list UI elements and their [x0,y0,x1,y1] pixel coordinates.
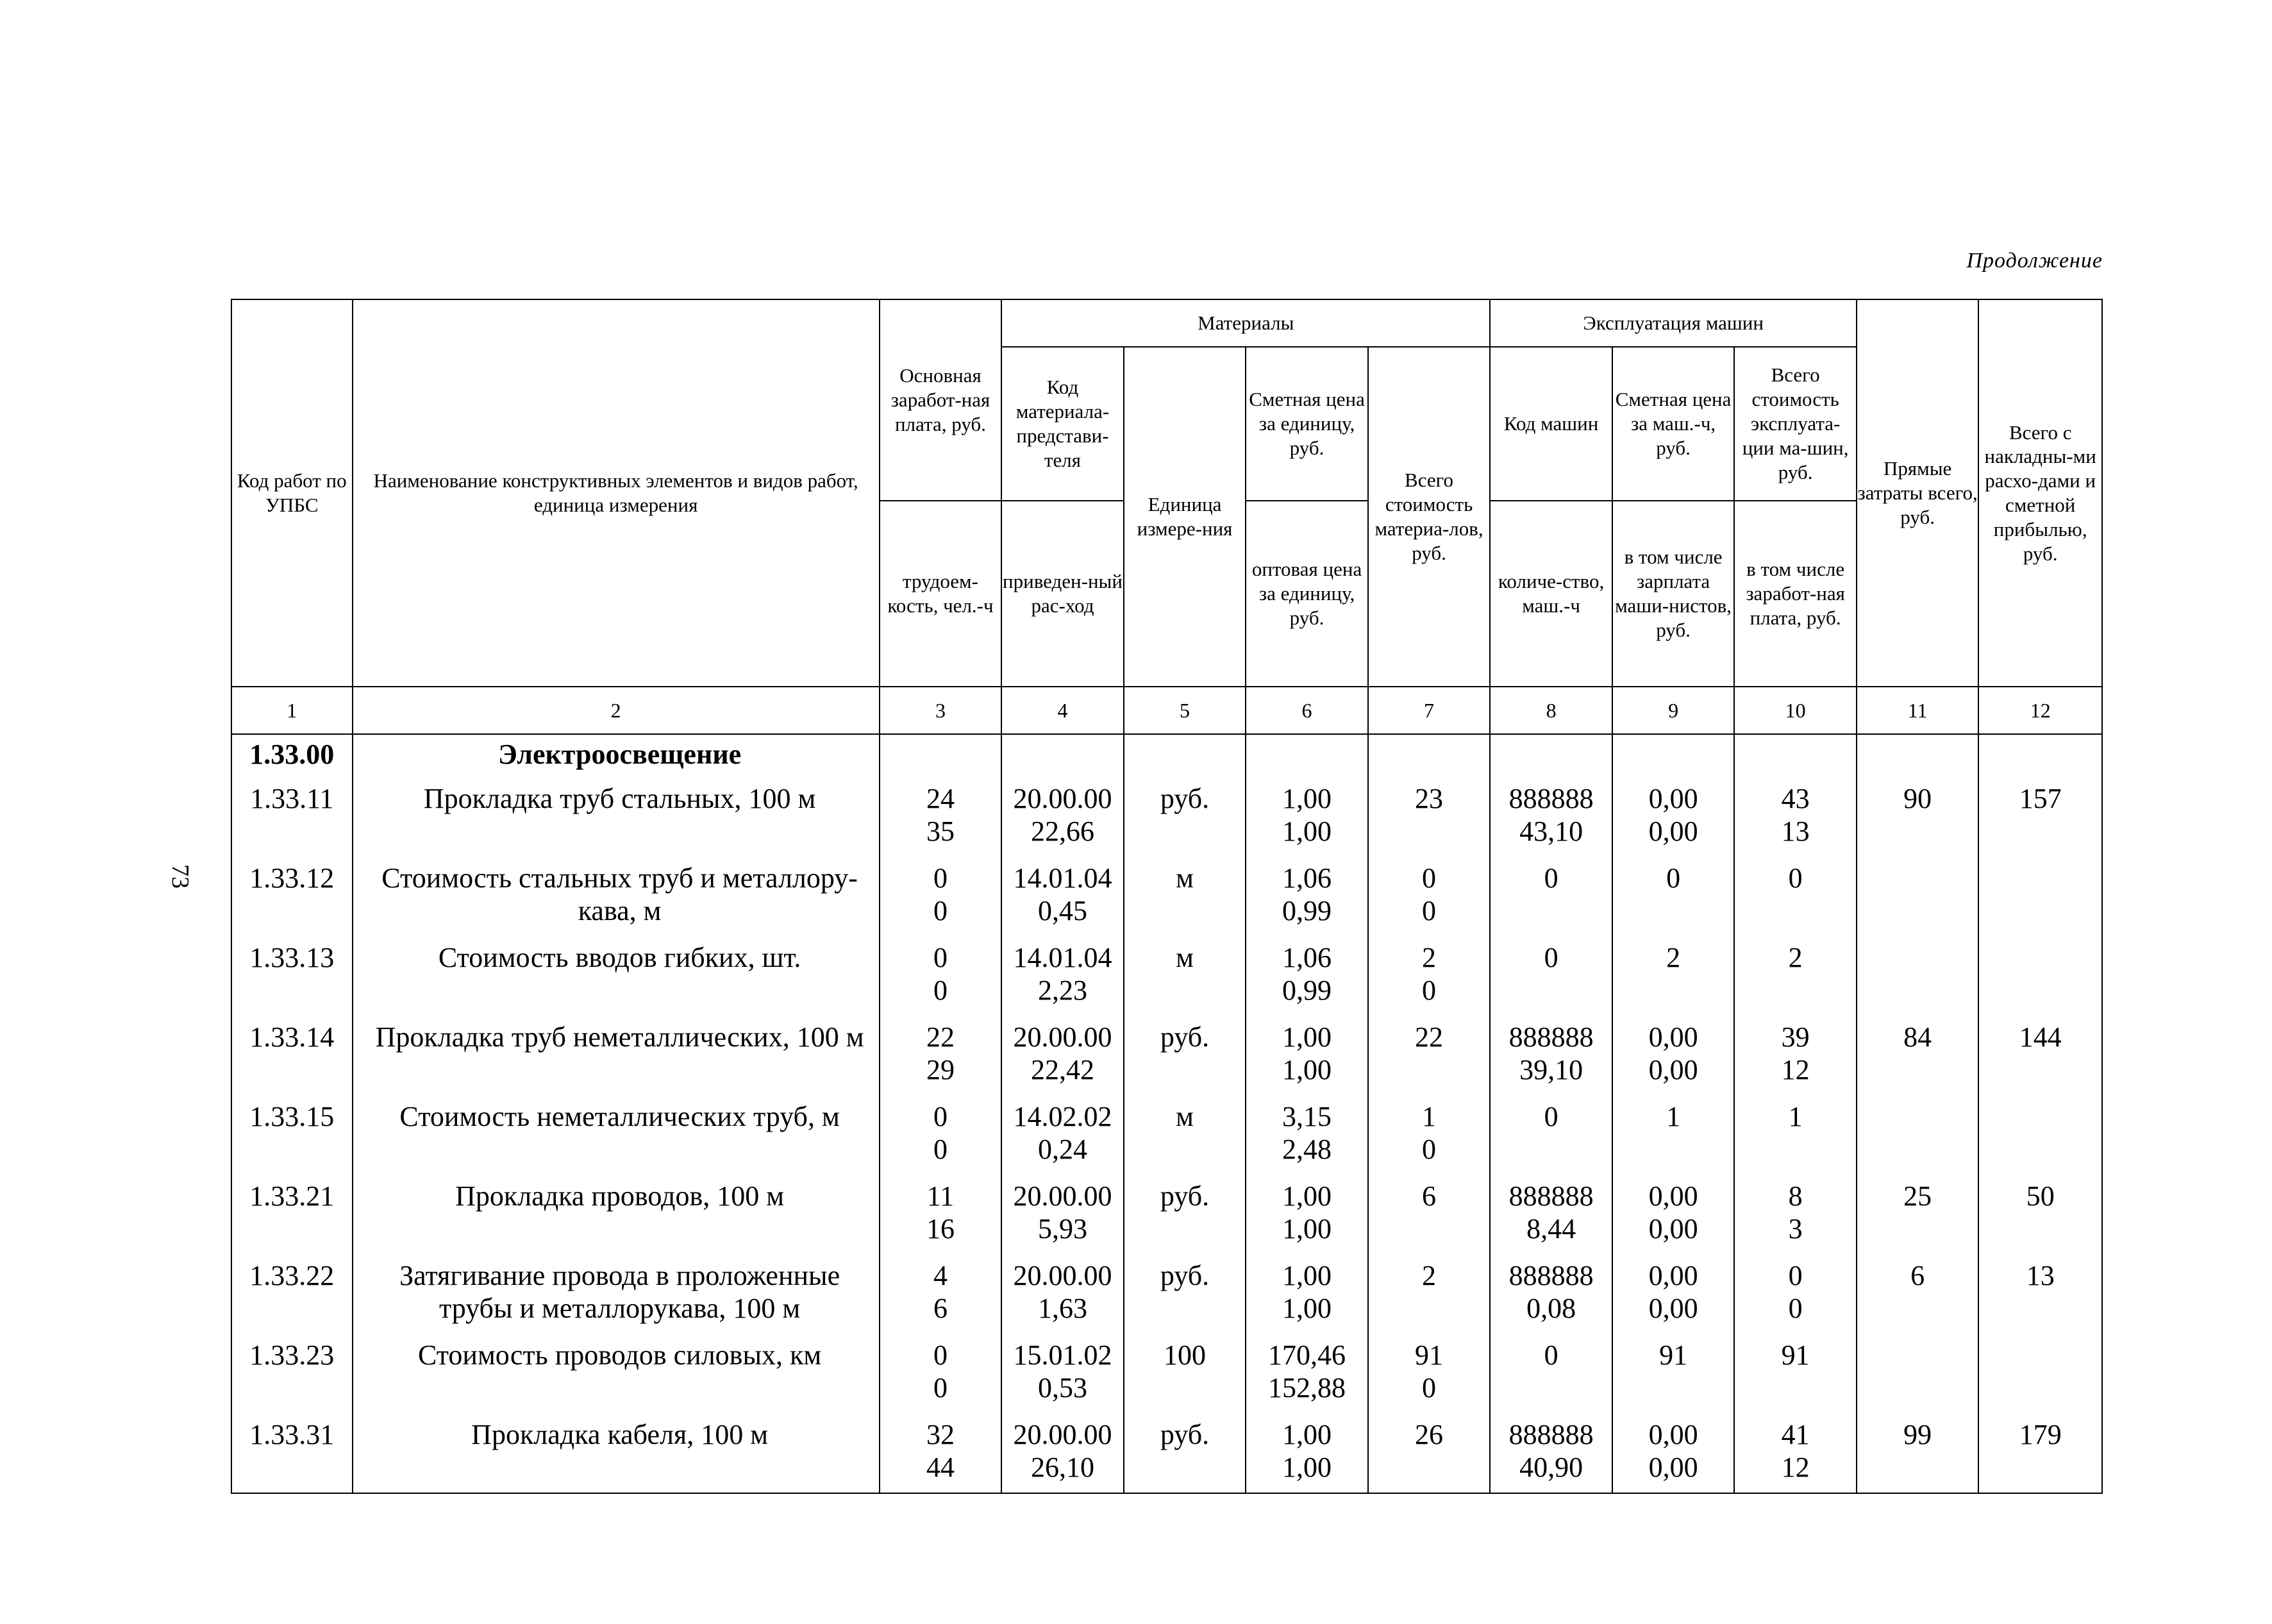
material-code-cell-lower: 0,45 [1038,894,1087,926]
wage-labor-cell-upper: 0 [933,1101,948,1132]
direct-cost-cell: 84 [1857,1019,1979,1098]
header-wage: Основная заработ-ная плата, руб. [880,299,1002,501]
wage-labor-cell [880,1416,1002,1493]
machine-price-cell [1612,1098,1735,1178]
direct-cost-cell [1857,1337,1979,1416]
machine-code-cell [1490,1019,1612,1098]
total-cost-cell: 13 [1978,1257,2102,1337]
machine-code-cell [1490,1416,1612,1493]
total-cost-cell [1978,1098,2102,1178]
header-name: Наименование конструктивных элементов и видов работ, единица измерения [353,299,880,687]
wage-labor-cell [880,1257,1002,1337]
price-cell [1246,1019,1368,1098]
header-mach-qty: количе-ство, маш.-ч [1490,501,1612,687]
unit-cell: 100 [1124,1337,1246,1416]
unit-cell: м [1124,939,1246,1019]
direct-cost-cell: 25 [1857,1178,1979,1257]
header-mat-code: Код материала-представи-теля [1001,347,1124,501]
material-total-cell [1368,780,1491,860]
work-name: Прокладка кабеля, 100 м [353,1416,880,1493]
price-cell-upper: 1,06 [1282,942,1332,973]
wage-labor-cell-lower: 0 [933,894,948,926]
wage-labor-cell [880,860,1002,939]
continuation-label: Продолжение [1966,249,2103,272]
price-cell-upper: 1,06 [1282,862,1332,894]
machine-total-cell [1734,1337,1857,1416]
column-number: 3 [880,687,1002,734]
wage-labor-cell [880,1337,1002,1416]
price-cell-lower: 1,00 [1282,1292,1332,1324]
work-name: Стоимость неметаллических труб, м [353,1098,880,1178]
section-code: 1.33.00 [231,734,353,780]
machine-total-cell [1734,780,1857,860]
machine-code-cell [1490,1337,1612,1416]
wage-labor-cell-lower: 35 [926,815,955,847]
machine-code-cell-upper: 888888 [1508,783,1594,814]
machine-price-cell-upper: 0,00 [1648,1260,1698,1291]
price-cell [1246,1337,1368,1416]
material-total-cell-upper: 26 [1415,1419,1444,1450]
material-total-cell [1368,860,1491,939]
wage-labor-cell [880,1098,1002,1178]
unit-cell: руб. [1124,1257,1246,1337]
material-code-cell [1001,860,1124,939]
price-cell [1246,939,1368,1019]
machine-code-cell-lower: 8,44 [1526,1212,1576,1244]
material-code-cell [1001,1257,1124,1337]
table-row [231,1019,2102,1098]
machine-total-cell-lower: 12 [1781,1451,1810,1483]
machine-price-cell-lower: 0,00 [1648,1451,1698,1483]
material-code-cell [1001,1337,1124,1416]
column-number: 1 [231,687,353,734]
work-code: 1.33.12 [231,860,353,939]
work-code: 1.33.22 [231,1257,353,1337]
machine-price-cell-lower: 0,00 [1648,1053,1698,1085]
header-machines-group: Эксплуатация машин [1490,299,1857,347]
section-row [231,734,2102,780]
price-cell-lower: 2,48 [1282,1133,1332,1165]
machine-total-cell-upper: 39 [1781,1021,1810,1053]
direct-cost-cell: 90 [1857,780,1979,860]
machine-code-cell-upper: 0 [1544,1101,1558,1132]
material-total-cell [1368,1337,1491,1416]
wage-labor-cell-upper: 11 [926,1180,955,1212]
machine-total-cell-upper: 8 [1788,1180,1803,1212]
direct-cost-cell [1857,1098,1979,1178]
header-direct: Прямые затраты всего, руб. [1857,299,1979,687]
direct-cost-cell: 6 [1857,1257,1979,1337]
price-cell-upper: 1,00 [1282,1021,1332,1053]
material-total-cell-lower: 0 [1422,974,1437,1006]
wage-labor-cell-upper: 4 [933,1260,948,1291]
price-cell-upper: 1,00 [1282,1419,1332,1450]
machine-total-cell [1734,1416,1857,1493]
table-row [231,1337,2102,1416]
machine-price-cell [1612,1337,1735,1416]
column-number: 12 [1978,687,2102,734]
total-cost-cell: 50 [1978,1178,2102,1257]
machine-total-cell-upper: 43 [1781,783,1810,814]
machine-price-cell [1612,1257,1735,1337]
work-code: 1.33.31 [231,1416,353,1493]
header-unit: Единица измере-ния [1124,347,1246,687]
price-cell-lower: 1,00 [1282,1212,1332,1244]
table-row [231,1257,2102,1337]
direct-cost-cell [1857,939,1979,1019]
header-total: Всего с накладны-ми расхо-дами и сметной прибылью, руб. [1978,299,2102,687]
price-cell [1246,860,1368,939]
column-number: 5 [1124,687,1246,734]
column-number: 8 [1490,687,1612,734]
material-total-cell-upper: 1 [1422,1101,1437,1132]
machine-total-cell-upper: 2 [1788,942,1803,973]
wage-labor-cell-upper: 0 [933,862,948,894]
header-materials-group: Материалы [1001,299,1490,347]
material-total-cell-upper: 2 [1422,1260,1437,1291]
price-cell-upper: 1,00 [1282,1260,1332,1291]
total-cost-cell [1978,939,2102,1019]
price-cell [1246,1257,1368,1337]
section-name: Электроосвещение [353,734,880,780]
header-mach-price: Сметная цена за маш.-ч, руб. [1612,347,1735,501]
unit-cell: м [1124,1098,1246,1178]
price-cell-lower: 0,99 [1282,974,1332,1006]
material-total-cell-upper: 2 [1422,942,1437,973]
unit-cell: руб. [1124,1416,1246,1493]
header-mach-total-wage: в том числе заработ-ная плата, руб. [1734,501,1857,687]
machine-price-cell-upper: 0 [1666,862,1681,894]
material-code-cell-lower: 22,42 [1031,1053,1094,1085]
total-cost-cell: 144 [1978,1019,2102,1098]
machine-total-cell [1734,1098,1857,1178]
material-total-cell-upper: 0 [1422,862,1437,894]
wage-labor-cell-lower: 0 [933,974,948,1006]
price-cell-upper: 3,15 [1282,1101,1332,1132]
total-cost-cell [1978,1337,2102,1416]
machine-total-cell-upper: 1 [1788,1101,1803,1132]
work-code: 1.33.23 [231,1337,353,1416]
material-total-cell [1368,1416,1491,1493]
price-cell [1246,1416,1368,1493]
column-number: 2 [353,687,880,734]
work-code: 1.33.14 [231,1019,353,1098]
material-code-cell [1001,1416,1124,1493]
direct-cost-cell: 99 [1857,1416,1979,1493]
total-cost-cell: 179 [1978,1416,2102,1493]
wage-labor-cell-lower: 0 [933,1371,948,1403]
machine-code-cell [1490,939,1612,1019]
machine-total-cell-upper: 41 [1781,1419,1810,1450]
header-labor: трудоем-кость, чел.-ч [880,501,1002,687]
machine-code-cell [1490,1257,1612,1337]
price-cell [1246,1178,1368,1257]
machine-price-cell-upper: 2 [1666,942,1681,973]
price-cell-lower: 1,00 [1282,1451,1332,1483]
material-code-cell-lower: 26,10 [1031,1451,1094,1483]
unit-cell: м [1124,860,1246,939]
table-row [231,780,2102,860]
column-number: 4 [1001,687,1124,734]
unit-cell: руб. [1124,1178,1246,1257]
machine-code-cell-upper: 0 [1544,1339,1558,1371]
machine-code-cell [1490,860,1612,939]
machine-code-cell-upper: 888888 [1508,1260,1594,1291]
machine-total-cell [1734,1178,1857,1257]
table-row [231,1178,2102,1257]
machine-price-cell-upper: 1 [1666,1101,1681,1132]
price-cell-upper: 170,46 [1268,1339,1346,1371]
material-code-cell-lower: 1,63 [1038,1292,1087,1324]
machine-price-cell [1612,939,1735,1019]
header-mach-code: Код машин [1490,347,1612,501]
wage-labor-cell-upper: 0 [933,942,948,973]
machine-price-cell [1612,860,1735,939]
material-code-cell-upper: 14.02.02 [1013,1101,1112,1132]
price-cell-lower: 152,88 [1268,1371,1346,1403]
machine-code-cell [1490,1098,1612,1178]
material-code-cell-lower: 0,24 [1038,1133,1087,1165]
machine-price-cell-lower: 0,00 [1648,1292,1698,1324]
price-cell-lower: 1,00 [1282,815,1332,847]
machine-code-cell [1490,780,1612,860]
price-cell-lower: 0,99 [1282,894,1332,926]
material-code-cell [1001,1178,1124,1257]
unit-cell: руб. [1124,1019,1246,1098]
machine-code-cell-lower: 0,08 [1526,1292,1576,1324]
wage-labor-cell [880,780,1002,860]
machine-total-cell-upper: 0 [1788,1260,1803,1291]
material-code-cell-lower: 5,93 [1038,1212,1087,1244]
machine-price-cell-lower: 0,00 [1648,815,1698,847]
work-code: 1.33.15 [231,1098,353,1178]
material-code-cell-upper: 15.01.02 [1013,1339,1112,1371]
machine-total-cell-lower: 3 [1788,1212,1803,1244]
machine-code-cell-lower: 43,10 [1519,815,1583,847]
material-code-cell-upper: 20.00.00 [1013,1180,1112,1212]
material-code-cell-upper: 20.00.00 [1013,783,1112,814]
work-name: Стоимость проводов силовых, км [353,1337,880,1416]
total-cost-cell [1978,860,2102,939]
material-code-cell-lower: 2,23 [1038,974,1087,1006]
machine-price-cell-upper: 0,00 [1648,1021,1698,1053]
header-est-price: Сметная цена за единицу, руб. [1246,347,1368,501]
direct-cost-cell [1857,860,1979,939]
machine-price-cell [1612,1178,1735,1257]
wage-labor-cell-upper: 32 [926,1419,955,1450]
header-mach-wage-incl: в том числе зарплата маши-нистов, руб. [1612,501,1735,687]
price-cell-upper: 1,00 [1282,1180,1332,1212]
material-code-cell-upper: 20.00.00 [1013,1419,1112,1450]
wage-labor-cell [880,1178,1002,1257]
wage-labor-cell [880,1019,1002,1098]
machine-price-cell-upper: 0,00 [1648,1180,1698,1212]
table-row [231,860,2102,939]
material-total-cell-upper: 91 [1415,1339,1444,1371]
header-wholesale-price: оптовая цена за единицу, руб. [1246,501,1368,687]
material-code-cell-lower: 22,66 [1031,815,1094,847]
price-cell-upper: 1,00 [1282,783,1332,814]
header-mach-total: Всего стоимость эксплуата-ции ма-шин, руб. [1734,347,1857,501]
table-row [231,1098,2102,1178]
machine-code-cell-lower: 39,10 [1519,1053,1583,1085]
machine-price-cell-upper: 0,00 [1648,1419,1698,1450]
machine-total-cell [1734,1257,1857,1337]
material-code-cell [1001,780,1124,860]
price-cell [1246,1098,1368,1178]
material-code-cell-upper: 20.00.00 [1013,1021,1112,1053]
unit-cell: руб. [1124,780,1246,860]
machine-total-cell-lower: 13 [1781,815,1810,847]
work-code: 1.33.21 [231,1178,353,1257]
machine-total-cell [1734,939,1857,1019]
wage-labor-cell-lower: 16 [926,1212,955,1244]
wage-labor-cell [880,939,1002,1019]
material-total-cell-lower: 0 [1422,1133,1437,1165]
page-number: 73 [167,864,194,889]
machine-price-cell [1612,1416,1735,1493]
machine-total-cell [1734,1019,1857,1098]
machine-total-cell-lower: 12 [1781,1053,1810,1085]
column-number: 6 [1246,687,1368,734]
machine-code-cell-upper: 888888 [1508,1021,1594,1053]
machine-code-cell [1490,1178,1612,1257]
work-code: 1.33.13 [231,939,353,1019]
work-name: Прокладка проводов, 100 м [353,1178,880,1257]
wage-labor-cell-upper: 22 [926,1021,955,1053]
material-total-cell-lower: 0 [1422,1371,1437,1403]
wage-labor-cell-lower: 6 [933,1292,948,1324]
header-mat-total: Всего стоимость материа-лов, руб. [1368,347,1491,687]
material-total-cell [1368,1178,1491,1257]
material-total-cell [1368,1019,1491,1098]
wage-labor-cell-upper: 24 [926,783,955,814]
work-name: Стоимость вводов гибких, шт. [353,939,880,1019]
machine-price-cell-upper: 0,00 [1648,783,1698,814]
machine-total-cell-upper: 91 [1781,1339,1810,1371]
machine-price-cell [1612,780,1735,860]
machine-price-cell [1612,1019,1735,1098]
material-code-cell-upper: 14.01.04 [1013,862,1112,894]
material-total-cell [1368,1098,1491,1178]
table-row [231,939,2102,1019]
machine-code-cell-lower: 40,90 [1519,1451,1583,1483]
machine-total-cell-lower: 0 [1788,1292,1803,1324]
column-number: 7 [1368,687,1491,734]
work-code: 1.33.11 [231,780,353,860]
machine-price-cell-lower: 0,00 [1648,1212,1698,1244]
material-total-cell-lower: 0 [1422,894,1437,926]
material-total-cell-upper: 6 [1422,1180,1437,1212]
wage-labor-cell-lower: 29 [926,1053,955,1085]
estimate-table [231,299,2103,1494]
work-name: Прокладка труб неметаллических, 100 м [353,1019,880,1098]
material-code-cell-upper: 20.00.00 [1013,1260,1112,1291]
column-number: 9 [1612,687,1735,734]
material-code-cell-upper: 14.01.04 [1013,942,1112,973]
work-name: Затягивание провода в проложенные трубы и металлорукава, 100 м [353,1257,880,1337]
material-total-cell-upper: 23 [1415,783,1444,814]
column-number: 10 [1734,687,1857,734]
material-total-cell [1368,939,1491,1019]
column-number: 11 [1857,687,1979,734]
wage-labor-cell-lower: 0 [933,1133,948,1165]
wage-labor-cell-upper: 0 [933,1339,948,1371]
material-code-cell-lower: 0,53 [1038,1371,1087,1403]
machine-code-cell-upper: 888888 [1508,1419,1594,1450]
machine-code-cell-upper: 0 [1544,942,1558,973]
work-name: Стоимость стальных труб и металлору-кава, м [353,860,880,939]
machine-total-cell-upper: 0 [1788,862,1803,894]
header-code: Код работ по УПБС [231,299,353,687]
material-total-cell [1368,1257,1491,1337]
price-cell [1246,780,1368,860]
machine-total-cell [1734,860,1857,939]
material-code-cell [1001,939,1124,1019]
table-row [231,1416,2102,1493]
column-number-row [231,687,2102,734]
header-mat-consumption: приведен-ный рас-ход [1001,501,1124,687]
machine-code-cell-upper: 888888 [1508,1180,1594,1212]
machine-price-cell-upper: 91 [1659,1339,1688,1371]
work-name: Прокладка труб стальных, 100 м [353,780,880,860]
material-code-cell [1001,1098,1124,1178]
machine-code-cell-upper: 0 [1544,862,1558,894]
material-total-cell-upper: 22 [1415,1021,1444,1053]
total-cost-cell: 157 [1978,780,2102,860]
price-cell-lower: 1,00 [1282,1053,1332,1085]
material-code-cell [1001,1019,1124,1098]
wage-labor-cell-lower: 44 [926,1451,955,1483]
